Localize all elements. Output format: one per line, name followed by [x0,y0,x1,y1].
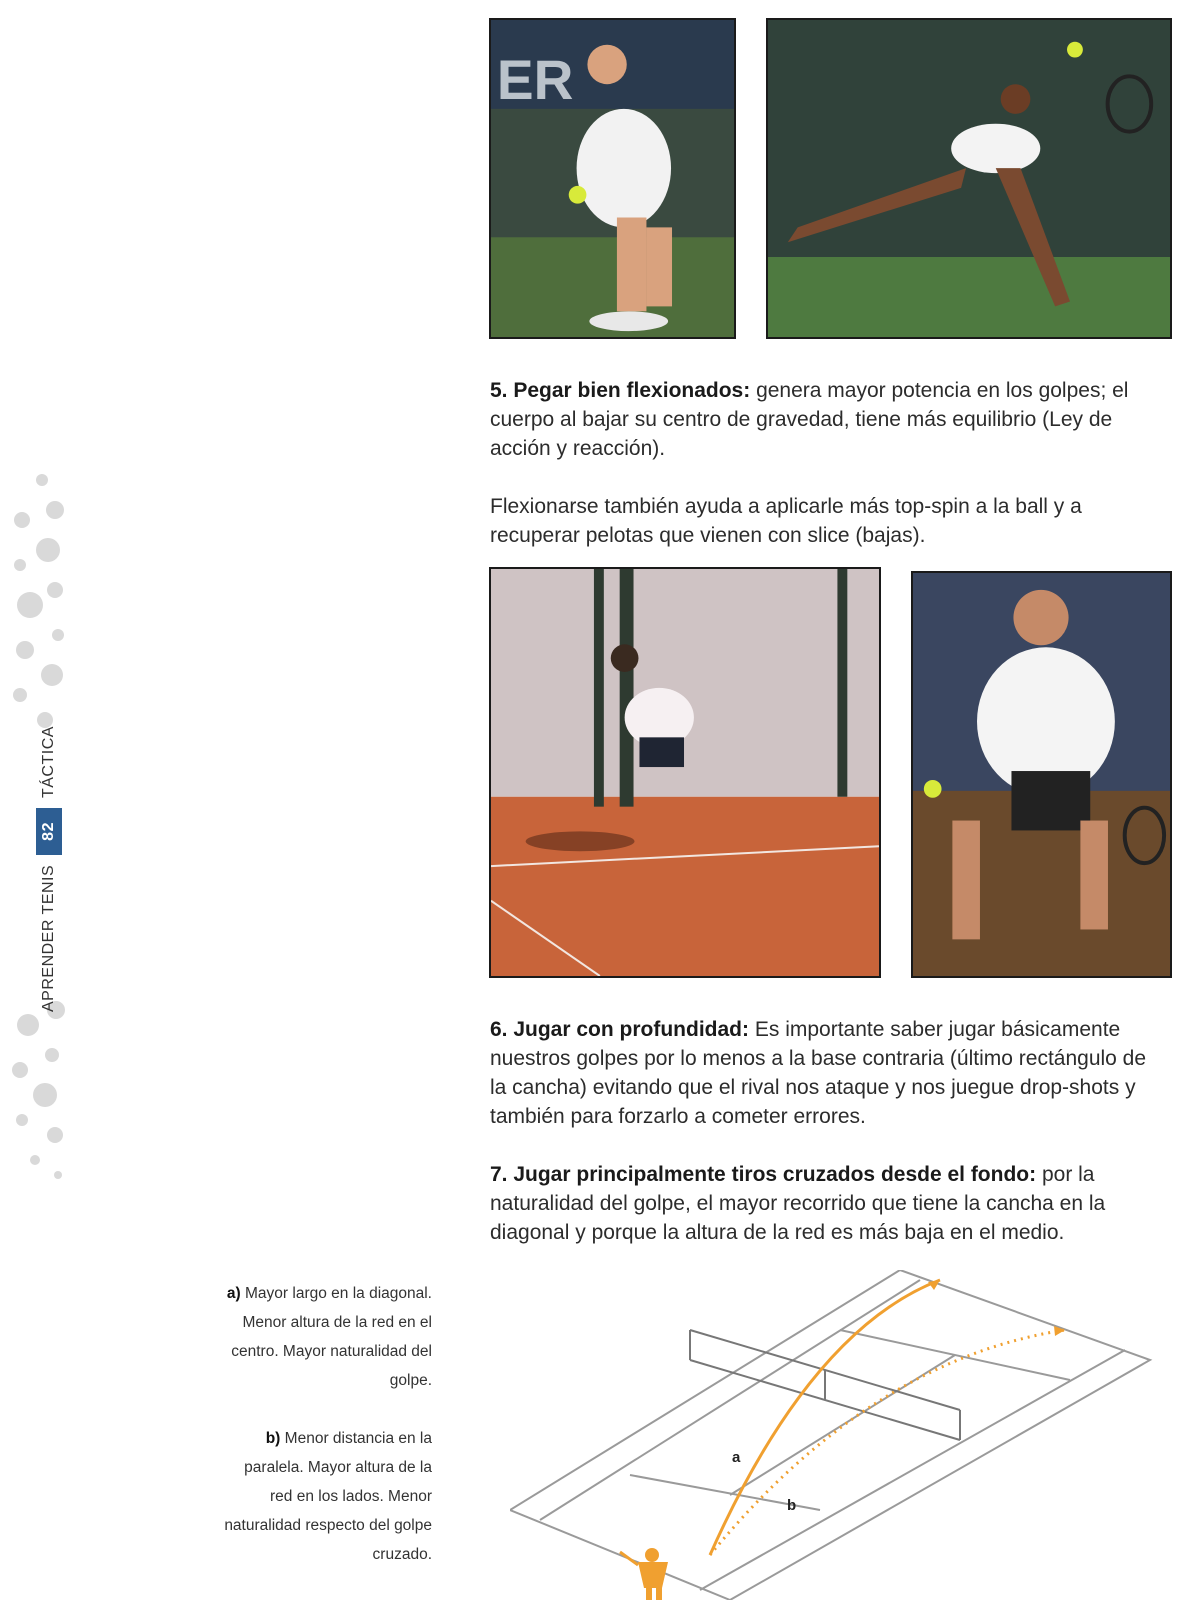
photo-top-left [489,18,736,339]
court-diagram [510,1270,1160,1600]
point-5-text: genera mayor potencia en los golpes; el cuerpo al bajar su centro de gravedad, tiene más equilibrio (Ley de acción y reacción). [490,379,1129,460]
caption-a [220,1279,432,1395]
point-7-heading: 7. Jugar principalmente tiros cruzados desde el fondo: [490,1163,1037,1186]
caption-b [220,1424,432,1569]
point-7 [490,1160,1150,1247]
diagram-label-b: b [787,1497,797,1514]
section-title: TÁCTICA [40,726,57,799]
point-6-heading: 6. Jugar con profundidad: [490,1018,750,1041]
side-header [36,726,62,1012]
point-6 [490,1015,1150,1131]
point-6-text: Es importante saber jugar básicamente nuestros golpes por lo menos a la base contraria (último rectángulo de la cancha) evitando que el rival nos ataque y nos juegue drop-shots y también para forzarlo a cometer errores. [490,1018,1147,1128]
photo-mid-left [489,567,881,978]
caption-a-label: a) [226,1285,241,1302]
caption-b-text: Menor distancia en la paralela. Mayor altura de la red en los lados. Menor naturalidad respecto del golpe cruzado. [224,1430,432,1563]
point-5-extra: Flexionarse también ayuda a aplicarle más top-spin a la ball y a recuperar pelotas que vienen con slice (bajas). [490,495,1082,547]
point-5 [490,376,1150,463]
shot-a-path [710,1280,940,1555]
caption-a-text: Mayor largo en la diagonal. Menor altura de la red en el centro. Mayor naturalidad del golpe. [231,1285,432,1389]
book-title: APRENDER TENIS [40,864,57,1012]
point-5-heading: 5. Pegar bien flexionados: [490,379,751,402]
shot-b-path [710,1330,1065,1555]
player-figure [620,1548,668,1600]
page-number-badge: 82 [36,808,62,855]
point-7-text: por la naturalidad del golpe, el mayor recorrido que tiene la cancha en la diagonal y porque la altura de la red es más baja en el medio. [490,1163,1106,1244]
diagram-label-a: a [732,1449,741,1466]
svg-text:ER: ER [496,48,574,112]
caption-b-label: b) [265,1430,281,1447]
photo-top-right [766,18,1172,339]
photo-mid-right [911,571,1172,978]
